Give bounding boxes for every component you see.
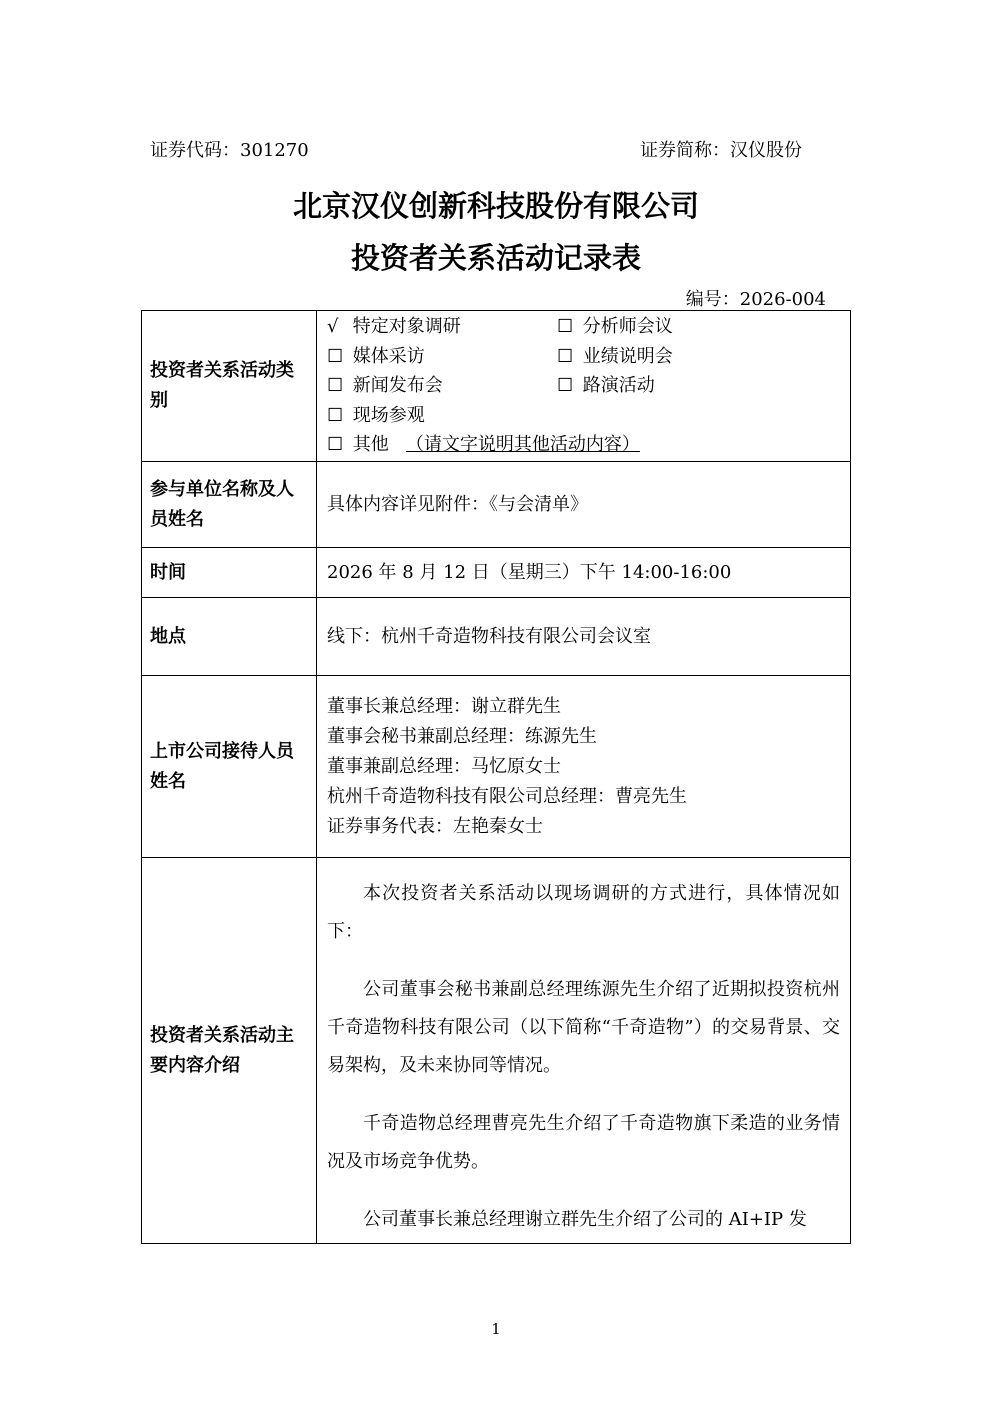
security-code: 证券代码：301270 — [150, 140, 309, 161]
other-note: （请文字说明其他活动内容） — [405, 434, 640, 456]
row-reception — [142, 676, 851, 858]
checkbox-icon: ☐ — [557, 316, 574, 338]
company-title: 北京汉仪创新科技股份有限公司 — [292, 189, 699, 223]
option-media-interview: ☐ 媒体采访 — [327, 342, 557, 372]
row-time — [142, 548, 851, 598]
content-paragraph: 公司董事长兼总经理谢立群先生介绍了公司的 AI+IP 发 — [363, 1209, 807, 1230]
page-number: 1 — [491, 1320, 501, 1338]
label-content: 投资者关系活动主要内容介绍 — [142, 858, 317, 1244]
option-analyst-meeting: ☐ 分析师会议 — [557, 312, 807, 342]
participants-value: 具体内容详见附件：《与会清单》 — [317, 462, 851, 548]
option-specific-research: √ 特定对象调研 — [327, 312, 557, 342]
label-participants: 参与单位名称及人员姓名 — [142, 462, 317, 548]
reception-person: 董事会秘书兼副总经理：练源先生 — [327, 725, 597, 747]
checkmark-icon: √ — [327, 316, 339, 338]
option-roadshow: ☐ 路演活动 — [557, 371, 807, 401]
record-table — [141, 310, 851, 1244]
row-participants — [142, 462, 851, 548]
reception-list — [317, 676, 851, 858]
reception-person: 董事兼副总经理：马忆原女士 — [327, 755, 561, 777]
time-value: 2026 年 8 月 12 日（星期三）下午 14:00-16:00 — [317, 548, 851, 598]
category-options — [317, 311, 851, 462]
content-paragraph: 千奇造物总经理曹亮先生介绍了千奇造物旗下柔造的业务情况及市场竞争优势。 — [327, 1113, 840, 1172]
checkbox-icon: ☐ — [557, 345, 574, 367]
security-abbreviation: 证券简称：汉仪股份 — [640, 140, 802, 161]
label-time: 时间 — [142, 548, 317, 598]
content-body — [317, 858, 851, 1244]
checkbox-icon: ☐ — [327, 375, 344, 397]
option-other: ☐ 其他 （请文字说明其他活动内容） — [327, 430, 557, 460]
label-reception: 上市公司接待人员姓名 — [142, 676, 317, 858]
document-title: 投资者关系活动记录表 — [350, 241, 641, 275]
reception-person: 杭州千奇造物科技有限公司总经理：曹亮先生 — [327, 785, 687, 807]
content-paragraph: 本次投资者关系活动以现场调研的方式进行，具体情况如下： — [327, 883, 840, 942]
checkbox-icon: ☐ — [327, 345, 344, 367]
location-value: 线下：杭州千奇造物科技有限公司会议室 — [317, 598, 851, 676]
row-content — [142, 858, 851, 1244]
checkbox-icon: ☐ — [327, 434, 344, 456]
option-earnings-call: ☐ 业绩说明会 — [557, 342, 807, 372]
content-paragraph: 公司董事会秘书兼副总经理练源先生介绍了近期拟投资杭州千奇造物科技有限公司（以下简称“千奇造物”）的交易背景、交易架构，及未来协同等情况。 — [327, 979, 840, 1076]
reception-person: 证券事务代表：左艳秦女士 — [327, 815, 543, 837]
reception-person: 董事长兼总经理：谢立群先生 — [327, 695, 561, 717]
row-category — [142, 311, 851, 462]
label-category: 投资者关系活动类别 — [142, 311, 317, 462]
checkbox-icon: ☐ — [327, 404, 344, 426]
option-press-conference: ☐ 新闻发布会 — [327, 371, 557, 401]
document-number: 编号：2026-004 — [685, 289, 826, 310]
row-location — [142, 598, 851, 676]
checkbox-icon: ☐ — [557, 375, 574, 397]
label-location: 地点 — [142, 598, 317, 676]
option-site-visit: ☐ 现场参观 — [327, 401, 557, 431]
